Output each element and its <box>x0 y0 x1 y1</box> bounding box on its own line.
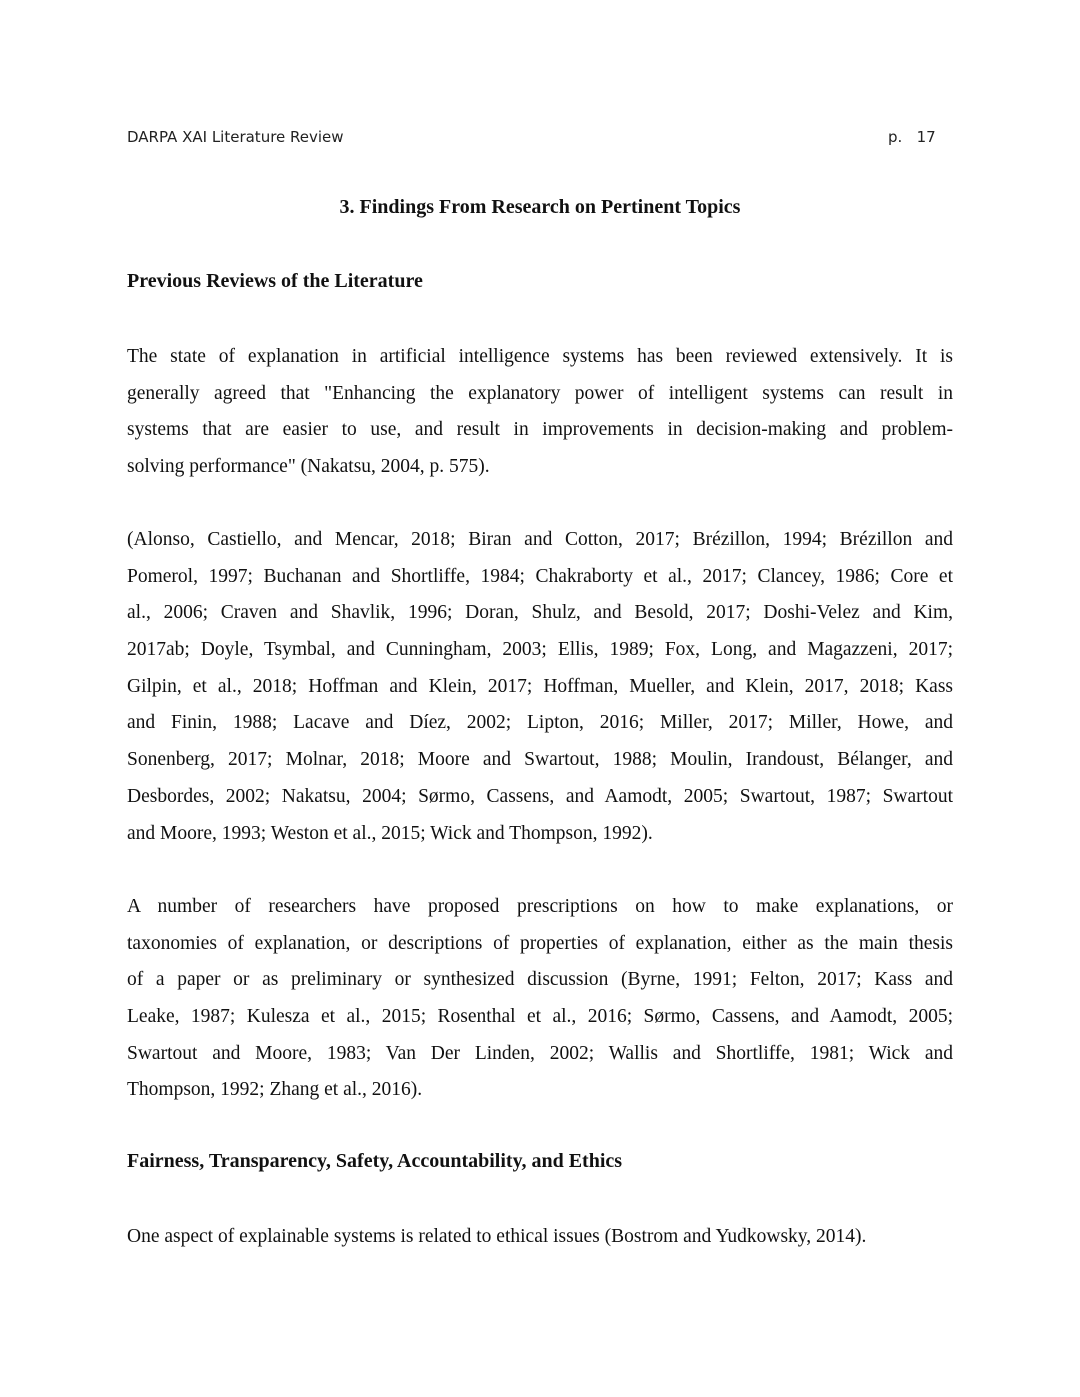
text-line: Sonenberg, 2017; Molnar, 2018; Moore and Swartout, 1988; Moulin, Irandoust, Bélanger, and <box>127 749 953 771</box>
text-line: One aspect of explainable systems is related to ethical issues (Bostrom and Yudkowsky, 2014). <box>127 1226 867 1247</box>
text-line: and Finin, 1988; Lacave and Díez, 2002; Lipton, 2016; Miller, 2017; Miller, Howe, and <box>127 712 953 734</box>
text-line: and Moore, 1993; Weston et al., 2015; Wick and Thompson, 1992). <box>127 822 653 844</box>
text-line: (Alonso, Castiello, and Mencar, 2018; Biran and Cotton, 2017; Brézillon, 1994; Brézillon and <box>127 529 953 550</box>
subsection-heading: Fairness, Transparency, Safety, Accountability, and Ethics <box>127 1150 623 1172</box>
page-number: p. 17 <box>888 128 936 146</box>
running-header-title: DARPA XAI Literature Review <box>127 128 344 146</box>
text-line: Gilpin, et al., 2018; Hoffman and Klein, 2017; Hoffman, Mueller, and Klein, 2017, 2018; Kass <box>127 675 953 697</box>
paragraph <box>127 889 953 1109</box>
text-line: of a paper or as preliminary or synthesized discussion (Byrne, 1991; Felton, 2017; Kass and <box>127 969 953 991</box>
text-line: Pomerol, 1997; Buchanan and Shortliffe, 1984; Chakraborty et al., 2017; Clancey, 1986; Core et <box>127 565 953 587</box>
text-line: systems that are easier to use, and result in improvements in decision-making and problem- <box>127 419 953 441</box>
text-line: Thompson, 1992; Zhang et al., 2016). <box>127 1079 423 1101</box>
text-line: solving performance" (Nakatsu, 2004, p. 575). <box>127 456 490 478</box>
subsection-heading: Previous Reviews of the Literature <box>127 270 423 292</box>
text-line: taxonomies of explanation, or descriptions of properties of explanation, either as the main thesis <box>127 932 953 954</box>
paragraph <box>127 522 953 852</box>
text-line: 2017ab; Doyle, Tsymbal, and Cunningham, 2003; Ellis, 1989; Fox, Long, and Magazzeni, 2017; <box>127 639 953 661</box>
text-line: A number of researchers have proposed prescriptions on how to make explanations, or <box>127 896 953 917</box>
text-line: Desbordes, 2002; Nakatsu, 2004; Sørmo, Cassens, and Aamodt, 2005; Swartout, 1987; Swartout <box>127 785 953 807</box>
text-line: generally agreed that "Enhancing the explanatory power of intelligent systems can result in <box>127 382 953 404</box>
section-title: 3. Findings From Research on Pertinent Topics <box>339 196 741 218</box>
text-line: The state of explanation in artificial intelligence systems has been reviewed extensively. It is <box>127 346 953 367</box>
paragraph <box>127 1219 953 1256</box>
text-line: Leake, 1987; Kulesza et al., 2015; Rosenthal et al., 2016; Sørmo, Cassens, and Aamodt, 2005; <box>127 1006 953 1028</box>
text-line: Swartout and Moore, 1983; Van Der Linden, 2002; Wallis and Shortliffe, 1981; Wick and <box>127 1042 953 1064</box>
paragraph <box>127 339 953 486</box>
text-line: al., 2006; Craven and Shavlik, 1996; Doran, Shulz, and Besold, 2017; Doshi-Velez and Kim, <box>127 602 953 624</box>
